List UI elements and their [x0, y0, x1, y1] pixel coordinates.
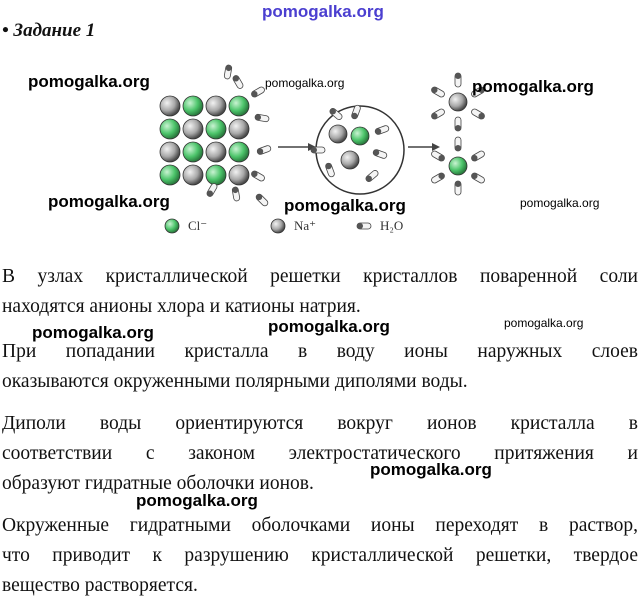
- legend-cl-label: Cl⁻: [188, 218, 208, 233]
- sodium-ion: [229, 119, 249, 139]
- chloride-ion: [160, 165, 180, 185]
- sodium-ion: [160, 142, 180, 162]
- sodium-ion: [449, 93, 467, 111]
- chloride-ion: [229, 142, 249, 162]
- chloride-ion: [351, 127, 369, 145]
- water-dipole: [470, 150, 485, 162]
- water-dipole: [365, 169, 380, 183]
- water-dipole: [232, 74, 244, 89]
- water-dipole: [372, 149, 387, 159]
- water-dipole: [250, 170, 265, 182]
- chloride-ion: [206, 165, 226, 185]
- text-line: находятся анионы хлора и катионы натрия.: [2, 296, 361, 317]
- chloride-ion: [183, 96, 203, 116]
- water-dipole: [250, 86, 265, 98]
- text-line: соответствии с законом электростатического притяжения и: [2, 443, 638, 464]
- water-dipole: [329, 107, 344, 121]
- text-line: вещество растворяется.: [2, 575, 198, 596]
- sodium-ion: [183, 119, 203, 139]
- watermark: pomogalka.org: [136, 491, 258, 510]
- water-dipole: [455, 73, 461, 87]
- sodium-ion: [329, 125, 347, 143]
- sodium-ion: [271, 219, 285, 233]
- sodium-ion: [341, 151, 359, 169]
- water-dipole: [357, 223, 371, 229]
- paragraph-2: [2, 337, 638, 397]
- sodium-ion: [206, 96, 226, 116]
- chloride-ion: [183, 142, 203, 162]
- watermark: pomogalka.org: [520, 196, 600, 210]
- text-line: Окруженные гидратными оболочками ионы переходят в раствор,: [2, 515, 638, 536]
- sodium-ion: [206, 142, 226, 162]
- chloride-ion: [449, 157, 467, 175]
- text-line: образуют гидратные оболочки ионов.: [2, 473, 314, 494]
- watermark: pomogalka.org: [370, 460, 492, 479]
- text-line: Диполи воды ориентируются вокруг ионов кристалла в: [2, 413, 638, 434]
- watermark: pomogalka.org: [284, 196, 406, 215]
- task-heading: • Задание 1: [2, 20, 96, 41]
- watermark: pomogalka.org: [268, 317, 390, 336]
- water-dipole: [374, 125, 389, 135]
- water-dipole: [455, 181, 461, 195]
- chloride-ion: [165, 219, 179, 233]
- sodium-ion: [229, 165, 249, 185]
- water-dipole: [311, 147, 325, 153]
- water-dipole: [224, 65, 232, 80]
- text-line: При попадании кристалла в воду ионы наружных слоев: [2, 341, 638, 362]
- water-dipole: [470, 108, 485, 120]
- ions-in-solution: [311, 104, 390, 182]
- water-dipole: [255, 193, 269, 207]
- chloride-ion: [206, 119, 226, 139]
- watermark: pomogalka.org: [504, 316, 584, 330]
- text-line: оказываются окруженными полярными диполями воды.: [2, 371, 468, 392]
- solution-circle: [316, 106, 404, 194]
- chloride-ion: [160, 119, 180, 139]
- sodium-ion: [160, 96, 180, 116]
- sodium-ion: [183, 165, 203, 185]
- watermark-top: pomogalka.org: [262, 2, 384, 21]
- water-dipole: [256, 145, 271, 155]
- water-dipole: [430, 150, 445, 162]
- chloride-ion: [229, 96, 249, 116]
- paragraph-4: [2, 511, 638, 601]
- dissolution-diagram: [0, 0, 642, 260]
- water-dipole: [206, 182, 218, 197]
- water-dipole: [430, 172, 445, 184]
- water-dipole: [232, 187, 240, 202]
- paragraph-1: [2, 262, 638, 322]
- paragraph-3: [2, 409, 638, 499]
- water-dipole: [470, 172, 485, 184]
- water-dipole: [455, 137, 461, 151]
- legend-na-label: Na⁺: [294, 218, 317, 233]
- watermark: pomogalka.org: [472, 77, 594, 96]
- water-dipole: [325, 162, 335, 177]
- watermark: pomogalka.org: [32, 323, 154, 342]
- watermark: pomogalka.org: [28, 72, 150, 91]
- text-line: В узлах кристаллической решетки кристаллов поваренной соли: [2, 266, 638, 287]
- text-line: что приводит к разрушению кристаллической решетки, твердое: [2, 545, 638, 566]
- water-dipole: [255, 114, 270, 122]
- crystal-lattice: [160, 96, 249, 185]
- water-dipole: [430, 108, 445, 120]
- watermark: pomogalka.org: [48, 192, 170, 211]
- water-dipole: [455, 117, 461, 131]
- legend-water-label: H₂O: [380, 218, 404, 233]
- water-dipole: [430, 86, 445, 98]
- watermark: pomogalka.org: [265, 76, 345, 90]
